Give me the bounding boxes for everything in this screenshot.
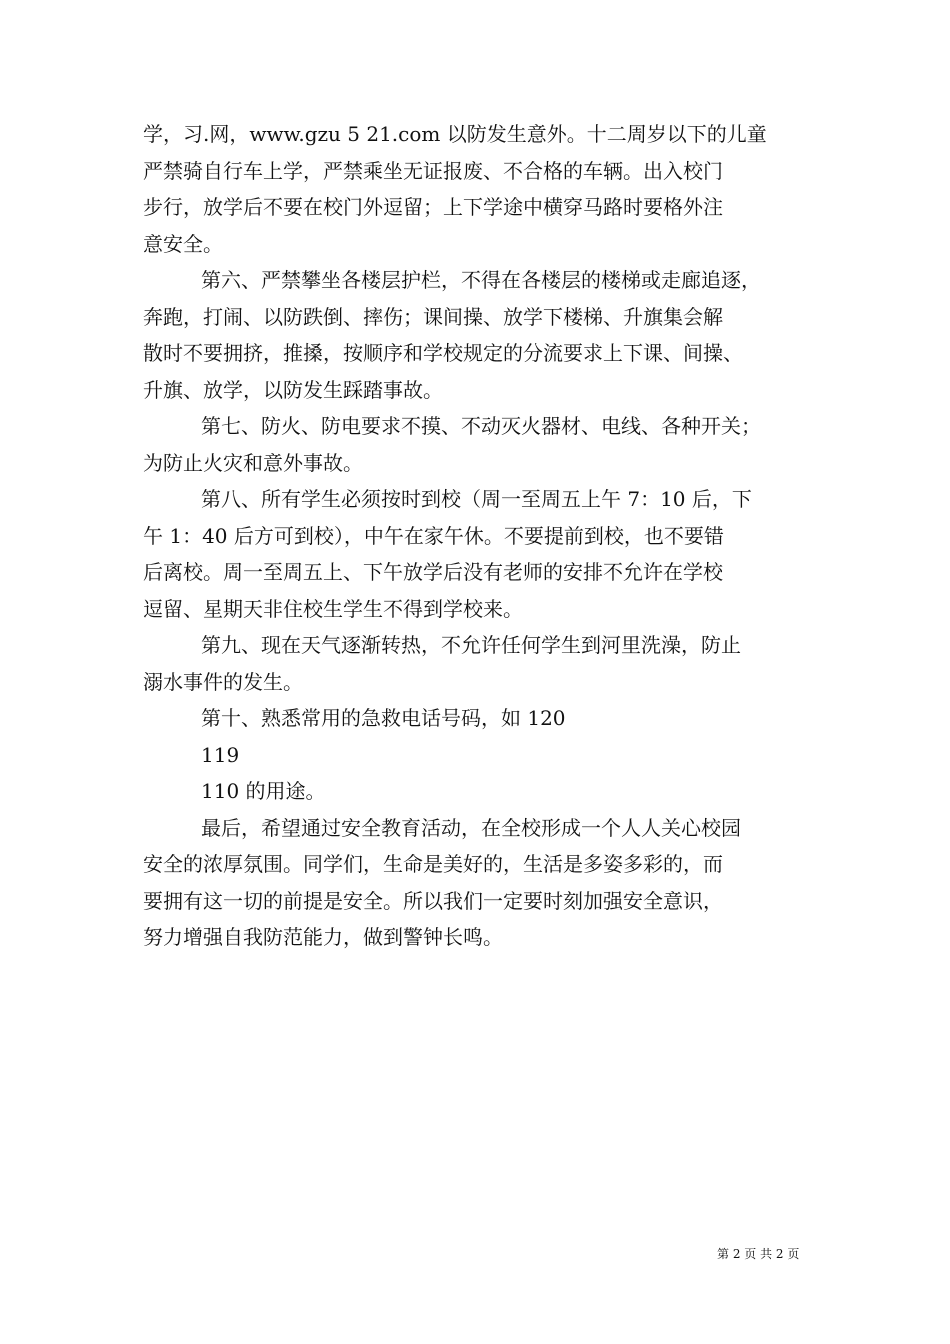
paragraph-item-7-line: 第七、防火、防电要求不摸、不动灭火器材、电线、各种开关； — [201, 414, 761, 438]
page-number-footer: 第 2 页 共 2 页 — [717, 1247, 800, 1261]
paragraph-item-9-line: 第九、现在天气逐渐转热，不允许任何学生到河里洗澡，防止 — [201, 633, 741, 657]
text-line: 散时不要拥挤，推搡，按顺序和学校规定的分流要求上下课、间操、 — [143, 341, 743, 365]
text-line: 溺水事件的发生。 — [143, 669, 303, 694]
phone-number-line: 119 — [201, 742, 240, 767]
text-line: 后离校。周一至周五上、下午放学后没有老师的安排不允许在学校 — [143, 560, 723, 584]
text-line: 严禁骑自行车上学，严禁乘坐无证报废、不合格的车辆。出入校门 — [143, 158, 723, 183]
paragraph-conclusion-line: 最后，希望通过安全教育活动，在全校形成一个人人关心校园 — [201, 815, 741, 840]
text-line: 午 1：40 后方可到校），中午在家午休。不要提前到校，也不要错 — [143, 523, 724, 548]
document-body — [143, 116, 823, 956]
text-line: 安全的浓厚氛围。同学们，生命是美好的，生活是多姿多彩的，而 — [143, 852, 723, 876]
text-line: 升旗、放学，以防发生踩踏事故。 — [143, 377, 443, 402]
text-line: 逗留、星期天非住校生学生不得到学校来。 — [143, 596, 523, 621]
phone-number-line: 110 的用途。 — [201, 779, 326, 803]
text-line: 意安全。 — [143, 231, 223, 256]
text-line: 努力增强自我防范能力，做到警钟长鸣。 — [143, 925, 503, 949]
paragraph-item-6-line: 第六、严禁攀坐各楼层护栏，不得在各楼层的楼梯或走廊追逐， — [201, 268, 761, 292]
text-line: 为防止火灾和意外事故。 — [143, 450, 363, 475]
text-line: 学，习.网，www.gzu 5 21.com 以防发生意外。十二周岁以下的儿童 — [143, 122, 767, 146]
paragraph-item-10-line: 第十、熟悉常用的急救电话号码，如 120 — [201, 706, 566, 730]
text-line: 奔跑，打闹、以防跌倒、摔伤；课间操、放学下楼梯、升旗集会解 — [143, 304, 723, 329]
text-line: 步行，放学后不要在校门外逗留；上下学途中横穿马路时要格外注 — [143, 195, 723, 219]
paragraph-item-8-line: 第八、所有学生必须按时到校（周一至周五上午 7：10 后，下 — [201, 487, 752, 511]
text-line: 要拥有这一切的前提是安全。所以我们一定要时刻加强安全意识， — [143, 888, 723, 913]
